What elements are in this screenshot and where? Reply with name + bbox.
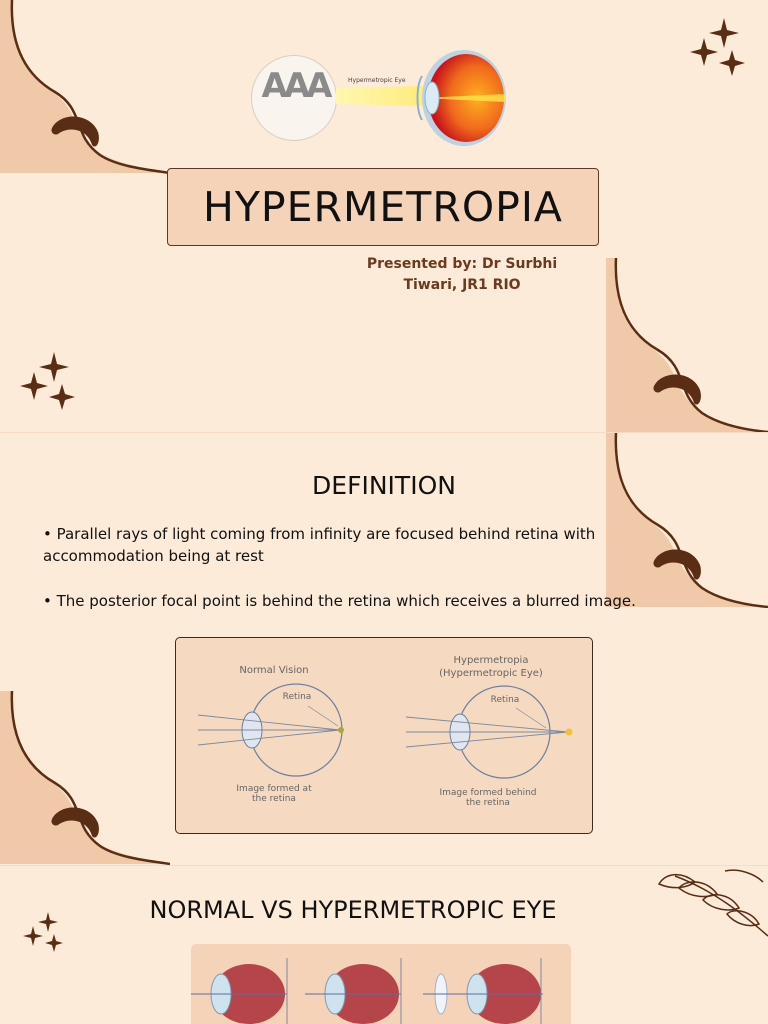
sparkle-icon — [684, 16, 750, 76]
comparison-heading: NORMAL VS HYPERMETROPIC EYE — [149, 896, 557, 924]
page-title: HYPERMETROPIA — [203, 183, 563, 231]
hypermetropia-title: Hypermetropia (Hypermetropic Eye) — [439, 655, 543, 679]
corner-swirl-decoration — [606, 433, 768, 608]
logo — [251, 55, 337, 141]
eye-cross-sections — [191, 944, 571, 1024]
definition-bullet: • Parallel rays of light coming from infinity are focused behind retina with accommodation being at rest — [43, 525, 596, 565]
presenter-credit: Presented by: Dr Surbhi Tiwari, JR1 RIO — [366, 256, 558, 293]
normal-vision-title: Normal Vision — [239, 665, 309, 676]
hypermetropic-eye-illustration — [336, 46, 511, 151]
logo-text: AAA — [261, 66, 329, 106]
eye-ray-diagram — [176, 638, 594, 835]
eye-image-label: Hypermetropic Eye — [348, 77, 406, 84]
corner-swirl-decoration — [606, 258, 768, 432]
title-slide — [0, 0, 768, 432]
definition-bullet: • The posterior focal point is behind the retina which receives a blurred image. — [43, 592, 636, 610]
comparison-slide — [0, 866, 768, 1024]
retina-label: Retina — [282, 692, 312, 702]
hypermetropia-caption: Image formed behind the retina — [439, 788, 537, 808]
vision-diagram — [175, 637, 593, 834]
retina-label: Retina — [490, 695, 520, 705]
corner-swirl-decoration — [0, 0, 170, 175]
normal-caption: Image formed at the retina — [236, 784, 312, 804]
sparkle-icon — [16, 350, 80, 412]
eyes-comparison-image — [191, 944, 571, 1024]
definition-slide — [0, 433, 768, 865]
corner-swirl-decoration — [0, 691, 170, 865]
definition-heading: DEFINITION — [312, 471, 456, 500]
title-box — [167, 168, 599, 246]
